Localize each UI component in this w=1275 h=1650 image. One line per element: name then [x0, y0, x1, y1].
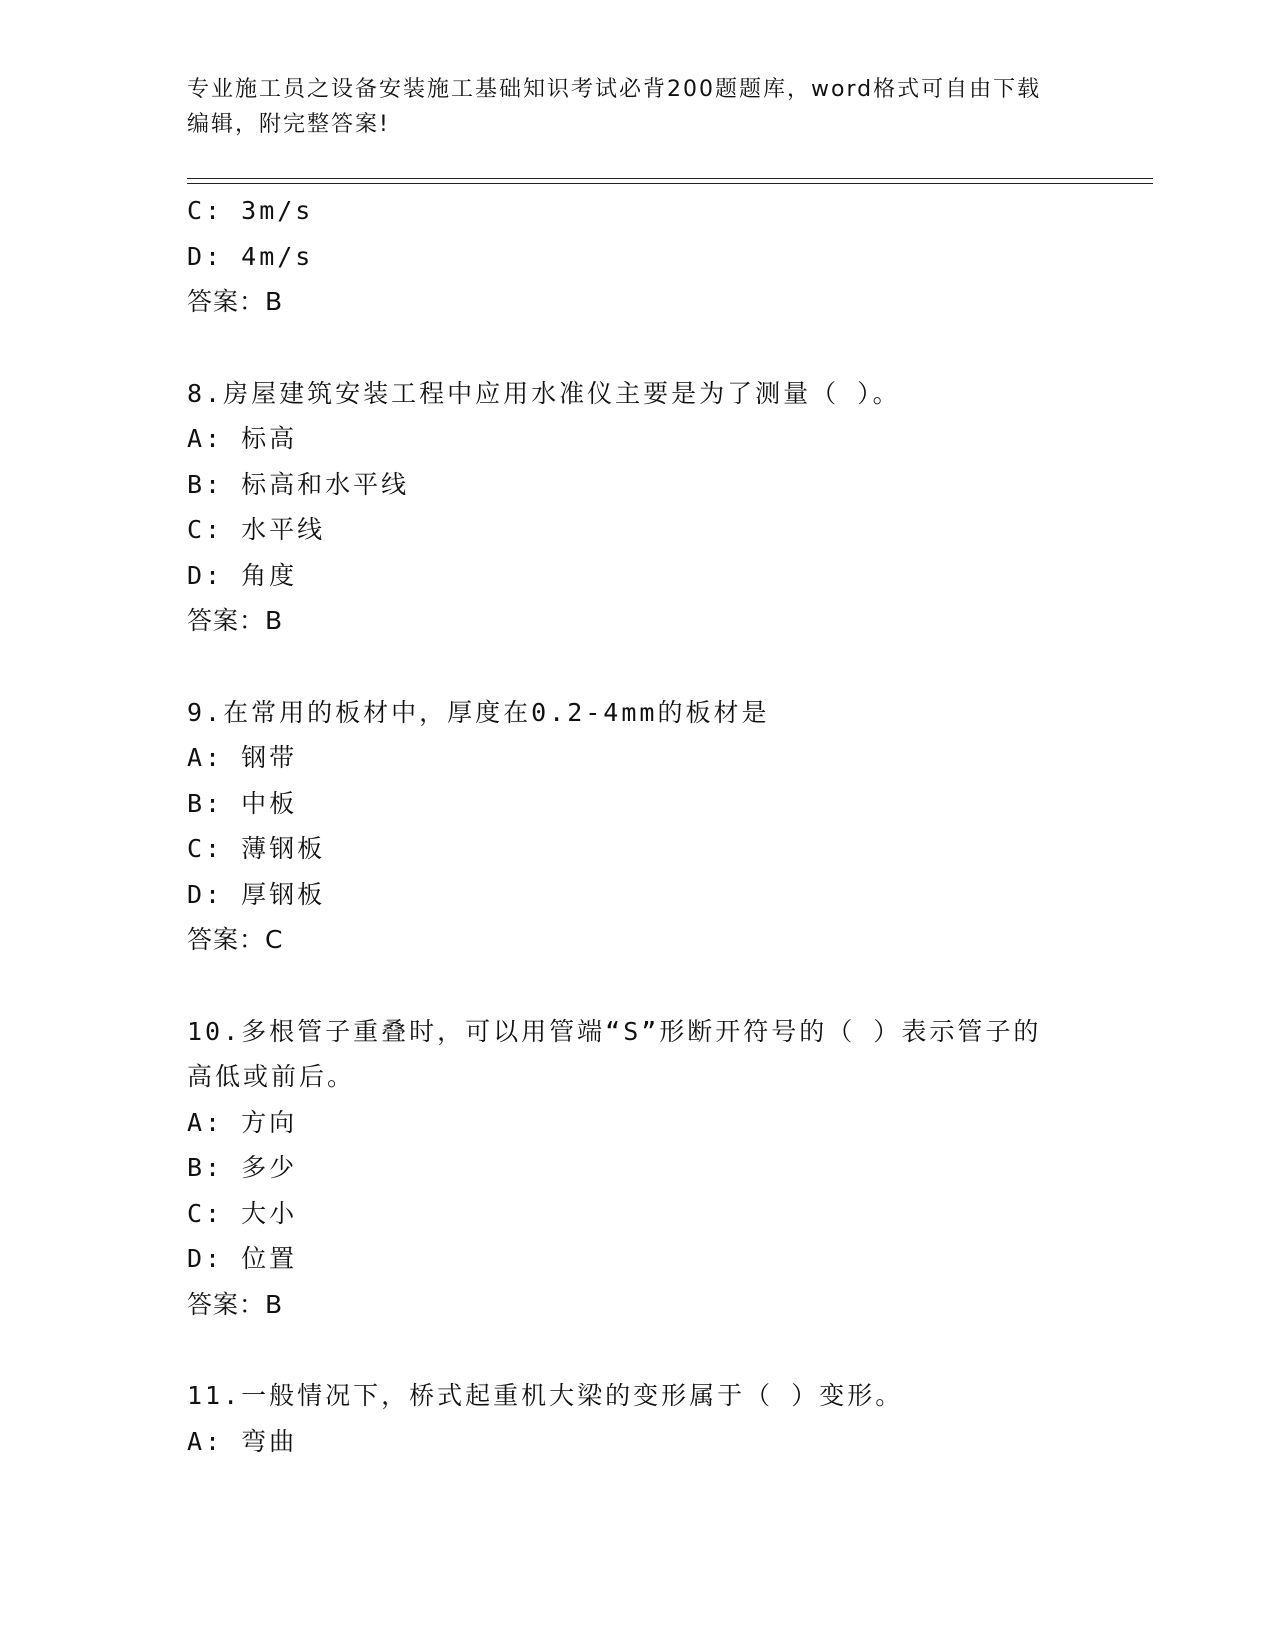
- answer-line: 答案：B: [187, 1289, 284, 1319]
- answer-line: 答案：C: [187, 925, 284, 954]
- option-b: B: 标高和水平线: [187, 469, 410, 499]
- option-c: C: 薄钢板: [187, 834, 326, 863]
- option-a: A: 标高: [187, 424, 298, 453]
- header-line-1: 专业施工员之设备安装施工基础知识考试必背200题题库，word格式可自由下载: [187, 77, 1042, 102]
- header-rule-top: [187, 178, 1153, 179]
- question-text: 8.房屋建筑安装工程中应用水准仪主要是为了测量（ ）。: [187, 378, 901, 408]
- option-d: D: 厚钢板: [187, 879, 326, 909]
- question-7-tail: [187, 188, 1087, 325]
- option-c: C: 大小: [187, 1198, 298, 1228]
- question-text: 11.一般情况下，桥式起重机大梁的变形属于（ ）变形。: [187, 1381, 904, 1410]
- answer-line: 答案：B: [187, 287, 284, 316]
- spacer: [187, 1327, 1087, 1373]
- option-a: A: 弯曲: [187, 1426, 298, 1456]
- option-c: C: 3m/s: [187, 196, 314, 225]
- option-d: D: 4m/s: [187, 241, 314, 271]
- option-d: D: 角度: [187, 560, 298, 590]
- option-b: B: 多少: [187, 1153, 298, 1182]
- question-11: [187, 1373, 1087, 1464]
- answer-line: 答案：B: [187, 606, 284, 635]
- option-c: C: 水平线: [187, 515, 326, 544]
- option-a: A: 钢带: [187, 743, 298, 772]
- option-d: D: 位置: [187, 1244, 298, 1273]
- document-header: [187, 72, 1067, 142]
- question-text: 9.在常用的板材中，厚度在0.2-4mm的板材是: [187, 697, 770, 727]
- header-line-2: 编辑，附完整答案!: [187, 112, 390, 137]
- header-rule-bottom: [187, 183, 1153, 184]
- question-9: [187, 690, 1087, 963]
- option-a: A: 方向: [187, 1107, 298, 1137]
- question-text-line-1: 10.多根管子重叠时，可以用管端“S”形断开符号的（ ）表示管子的: [187, 1016, 1042, 1046]
- spacer: [187, 644, 1087, 690]
- document-body: [187, 188, 1087, 1464]
- spacer: [187, 963, 1087, 1009]
- question-8: [187, 371, 1087, 644]
- question-text-line-2: 高低或前后。: [187, 1062, 356, 1091]
- spacer: [187, 325, 1087, 371]
- question-10: [187, 1009, 1087, 1328]
- option-b: B: 中板: [187, 788, 298, 818]
